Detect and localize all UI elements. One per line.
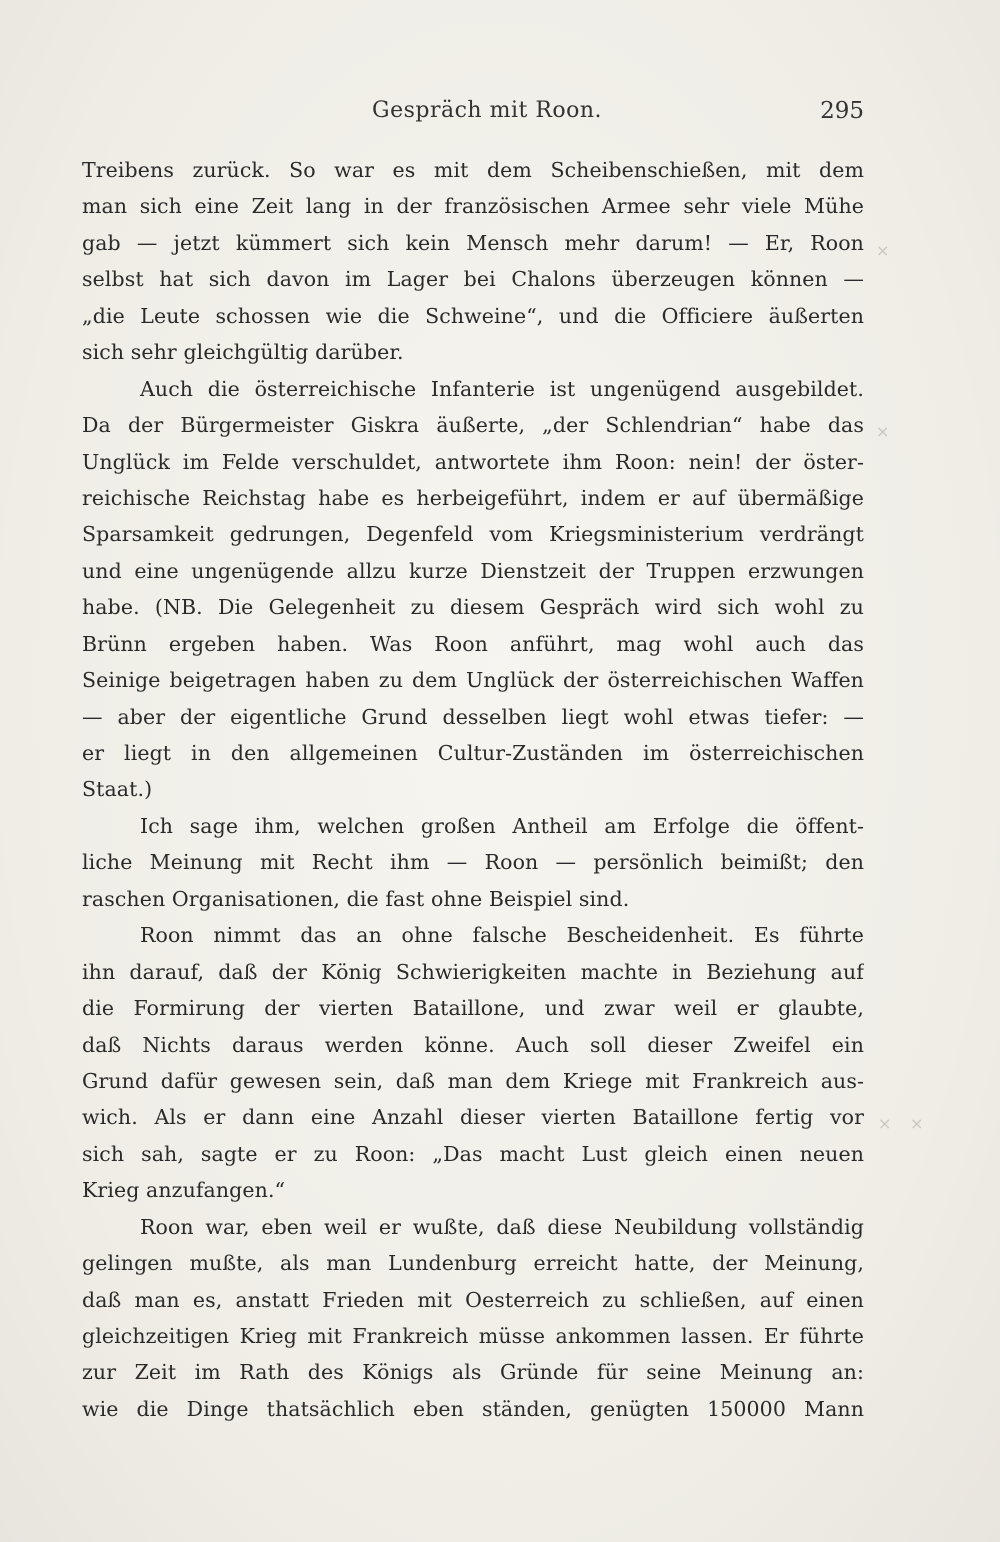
running-title: Gespräch mit Roon. xyxy=(372,98,603,123)
text-line: Sparsamkeit gedrungen, Degenfeld vom Kriegsministerium verdrängt xyxy=(82,522,864,547)
text-line: wie die Dinge thatsächlich eben ständen, genügten 150000 Mann xyxy=(82,1396,864,1421)
text-line: daß Nichts daraus werden könne. Auch soll dieser Zweifel ein xyxy=(82,1032,864,1057)
paragraph-first-line: Auch die österreichische Infanterie ist ungenügend ausgebildet. xyxy=(140,376,864,401)
text-line: gleichzeitigen Krieg mit Frankreich müsse ankommen lassen. Er führte xyxy=(82,1324,864,1348)
text-line: selbst hat sich davon im Lager bei Chalons überzeugen können — xyxy=(82,267,864,292)
text-line: gelingen mußte, als man Lundenburg erreicht hatte, der Meinung, xyxy=(82,1251,864,1276)
running-head xyxy=(82,98,864,132)
margin-cross-mark: × xyxy=(910,1114,924,1133)
margin-cross-mark: × xyxy=(876,241,890,260)
text-line: und eine ungenügende allzu kurze Dienstzeit der Truppen erzwungen xyxy=(82,558,864,583)
text-line: ihn darauf, daß der König Schwierigkeiten machte in Beziehung auf xyxy=(82,959,864,984)
text-line: sich sah, sagte er zu Roon: „Das macht Lust gleich einen neuen xyxy=(82,1141,864,1166)
text-line: — aber der eigentliche Grund desselben liegt wohl etwas tiefer: — xyxy=(82,704,864,729)
text-line: Treibens zurück. So war es mit dem Scheibenschießen, mit dem xyxy=(82,158,864,182)
paragraph-first-line: Roon war, eben weil er wußte, daß diese Neubildung vollständig xyxy=(140,1214,864,1239)
text-line: raschen Organisationen, die fast ohne Beispiel sind. xyxy=(82,886,630,911)
margin-cross-mark: × xyxy=(878,1114,892,1133)
text-line: sich sehr gleichgültig darüber. xyxy=(82,340,404,365)
text-line: er liegt in den allgemeinen Cultur-Zuständen im österreichischen xyxy=(82,741,864,765)
text-line: habe. (NB. Die Gelegenheit zu diesem Gespräch wird sich wohl zu xyxy=(82,595,864,620)
text-line: reichische Reichstag habe es herbeigeführt, indem er auf übermäßige xyxy=(82,485,864,510)
text-line: Da der Bürgermeister Giskra äußerte, „der Schlendrian“ habe das xyxy=(82,413,864,438)
text-line: „die Leute schossen wie die Schweine“, und die Officiere äußerten xyxy=(82,303,864,328)
text-line: Unglück im Felde verschuldet, antwortete ihm Roon: nein! der öster- xyxy=(82,449,864,474)
paragraph-first-line: Ich sage ihm, welchen großen Antheil am Erfolge die öffent- xyxy=(140,813,864,838)
text-line: gab — jetzt kümmert sich kein Mensch mehr darum! — Er, Roon xyxy=(82,230,864,255)
text-line: Grund dafür gewesen sein, daß man dem Kriege mit Frankreich aus- xyxy=(82,1068,864,1093)
paragraph-first-line: Roon nimmt das an ohne falsche Bescheidenheit. Es führte xyxy=(140,923,864,948)
body-text xyxy=(82,152,864,1427)
text-line: die Formirung der vierten Bataillone, und zwar weil er glaubte, xyxy=(82,996,864,1021)
text-line: Brünn ergeben haben. Was Roon anführt, mag wohl auch das xyxy=(82,631,864,656)
text-line: zur Zeit im Rath des Königs als Gründe für seine Meinung an: xyxy=(82,1360,864,1385)
text-line: daß man es, anstatt Frieden mit Oesterreich zu schließen, auf einen xyxy=(82,1287,864,1312)
page-number: 295 xyxy=(820,98,864,124)
text-line: man sich eine Zeit lang in der französischen Armee sehr viele Mühe xyxy=(82,194,864,219)
text-line: Seinige beigetragen haben zu dem Unglück der österreichischen Waffen xyxy=(82,668,864,693)
text-line: liche Meinung mit Recht ihm — Roon — persönlich beimißt; den xyxy=(82,850,864,875)
text-line: Staat.) xyxy=(82,777,153,802)
text-line: Krieg anzufangen.“ xyxy=(82,1178,286,1203)
text-line: wich. Als er dann eine Anzahl dieser vierten Bataillone fertig vor xyxy=(82,1105,864,1130)
margin-cross-mark: × xyxy=(876,422,890,441)
